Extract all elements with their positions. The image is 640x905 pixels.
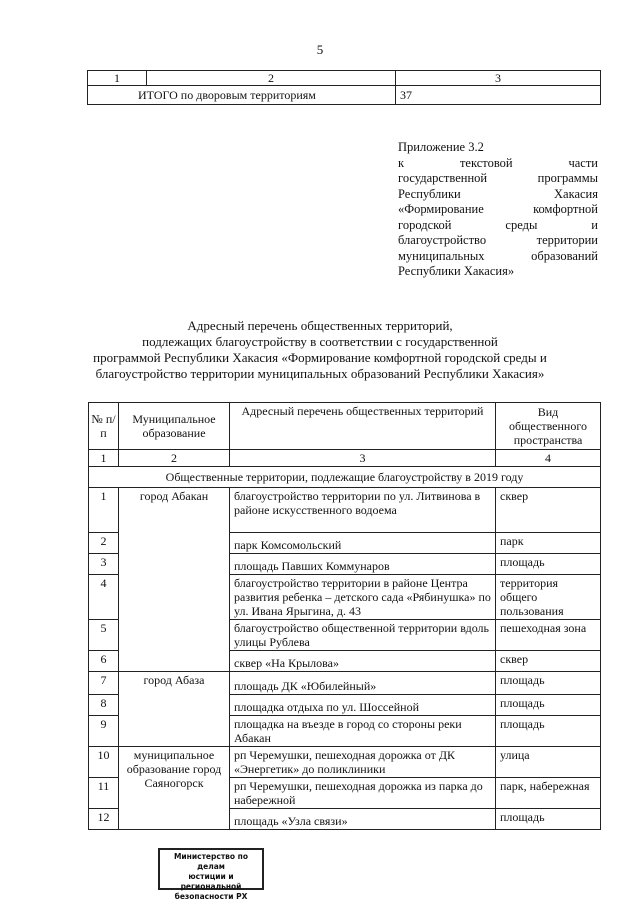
kind-cell: парк — [496, 533, 601, 554]
row-number: 1 — [89, 488, 119, 533]
total-value: 37 — [396, 86, 601, 105]
kind-cell: площадь — [496, 809, 601, 830]
section-row — [89, 467, 601, 488]
section-title: Общественные территории, подлежащие благоустройству в 2019 году — [89, 467, 601, 488]
col-number: 2 — [147, 71, 396, 86]
col-number: 2 — [119, 450, 230, 467]
address-cell: рп Черемушки, пешеходная дорожка из парка до набережной — [230, 778, 496, 809]
appendix-note — [398, 140, 598, 280]
kind-cell: площадь — [496, 554, 601, 575]
row-number: 7 — [89, 672, 119, 695]
row-number: 12 — [89, 809, 119, 830]
row-number: 2 — [89, 533, 119, 554]
total-label: ИТОГО по дворовым территориям — [88, 86, 396, 105]
address-cell: площадь ДК «Юбилейный» — [230, 672, 496, 695]
appendix-line: к текстовой части — [398, 155, 598, 170]
table-colnum-row — [89, 450, 601, 467]
page-number: 5 — [316, 42, 324, 57]
col-number: 4 — [496, 450, 601, 467]
row-number: 6 — [89, 651, 119, 672]
appendix-line: государственной программы — [398, 171, 598, 185]
appendix-line: благоустройство территории — [398, 233, 598, 247]
col-number: 1 — [88, 71, 147, 86]
address-cell: площадь «Узла связи» — [230, 809, 496, 830]
document-title — [0, 318, 640, 382]
appendix-line: Республики Хакасия» — [398, 264, 515, 278]
address-cell: сквер «На Крылова» — [230, 651, 496, 672]
stamp-line: безопасности РХ — [174, 892, 248, 901]
municipality-cell: город Абакан — [119, 488, 230, 672]
kind-cell: площадь — [496, 716, 601, 747]
address-cell: площадка на въезде в город со стороны реки Абакан — [230, 716, 496, 747]
title-line: благоустройство территории муниципальных образований Республики Хакасия» — [95, 366, 545, 381]
territories-table — [88, 402, 601, 830]
row-number: 5 — [89, 620, 119, 651]
row-number: 10 — [89, 747, 119, 778]
address-cell: благоустройство территории в районе Центра развития ребенка – детского сада «Рябинушка» по ул. Ивана Ярыгина, д. 43 — [230, 575, 496, 620]
header-municipality: Муниципальное образование — [119, 403, 230, 450]
row-number: 3 — [89, 554, 119, 575]
header-kind: Вид общественного пространства — [496, 403, 601, 450]
title-line: подлежащих благоустройству в соответствии с государственной — [142, 334, 498, 349]
appendix-line: городской среды и — [398, 217, 598, 232]
col-number: 1 — [89, 450, 119, 467]
appendix-line: «Формирование комфортной — [398, 202, 598, 216]
table-row — [89, 747, 601, 778]
row-number: 4 — [89, 575, 119, 620]
col-number: 3 — [396, 71, 601, 86]
appendix-line: Приложение 3.2 — [398, 140, 484, 154]
stamp-line: юстиции и региональной — [180, 872, 242, 891]
address-cell: площадка отдыха по ул. Шоссейной — [230, 695, 496, 716]
address-cell: благоустройство общественной территории вдоль улицы Рублева — [230, 620, 496, 651]
municipality-cell: муниципальное образование город Саяногорск — [119, 747, 230, 830]
table-header-row — [88, 71, 601, 86]
kind-cell: площадь — [496, 672, 601, 695]
stamp-line: Министерство по делам — [173, 852, 249, 871]
table-row — [89, 672, 601, 695]
kind-cell: сквер — [496, 651, 601, 672]
kind-cell: сквер — [496, 488, 601, 533]
ministry-stamp — [158, 848, 264, 901]
address-cell: парк Комсомольский — [230, 533, 496, 554]
kind-cell: территория общего пользования — [496, 575, 601, 620]
title-line: Адресный перечень общественных территорий, — [187, 318, 453, 333]
address-cell: площадь Павших Коммунаров — [230, 554, 496, 575]
col-number: 3 — [230, 450, 496, 467]
table-header-row — [89, 403, 601, 450]
address-cell: рп Черемушки, пешеходная дорожка от ДК «Энергетик» до поликлиники — [230, 747, 496, 778]
top-summary-table — [87, 70, 601, 105]
header-number: № п/п — [89, 403, 119, 450]
kind-cell: улица — [496, 747, 601, 778]
municipality-cell: город Абаза — [119, 672, 230, 747]
table-row — [89, 488, 601, 533]
address-cell: благоустройство территории по ул. Литвинова в районе искусственного водоема — [230, 488, 496, 533]
row-number: 11 — [89, 778, 119, 809]
kind-cell: площадь — [496, 695, 601, 716]
kind-cell: пешеходная зона — [496, 620, 601, 651]
table-row — [88, 86, 601, 105]
appendix-line: муниципальных образований — [398, 248, 598, 263]
title-line: программой Республики Хакасия «Формирование комфортной городской среды и — [93, 350, 547, 365]
appendix-line: Республики Хакасия — [398, 186, 598, 201]
row-number: 8 — [89, 695, 119, 716]
header-address: Адресный перечень общественных территорий — [230, 403, 496, 450]
row-number: 9 — [89, 716, 119, 747]
kind-cell: парк, набережная — [496, 778, 601, 809]
